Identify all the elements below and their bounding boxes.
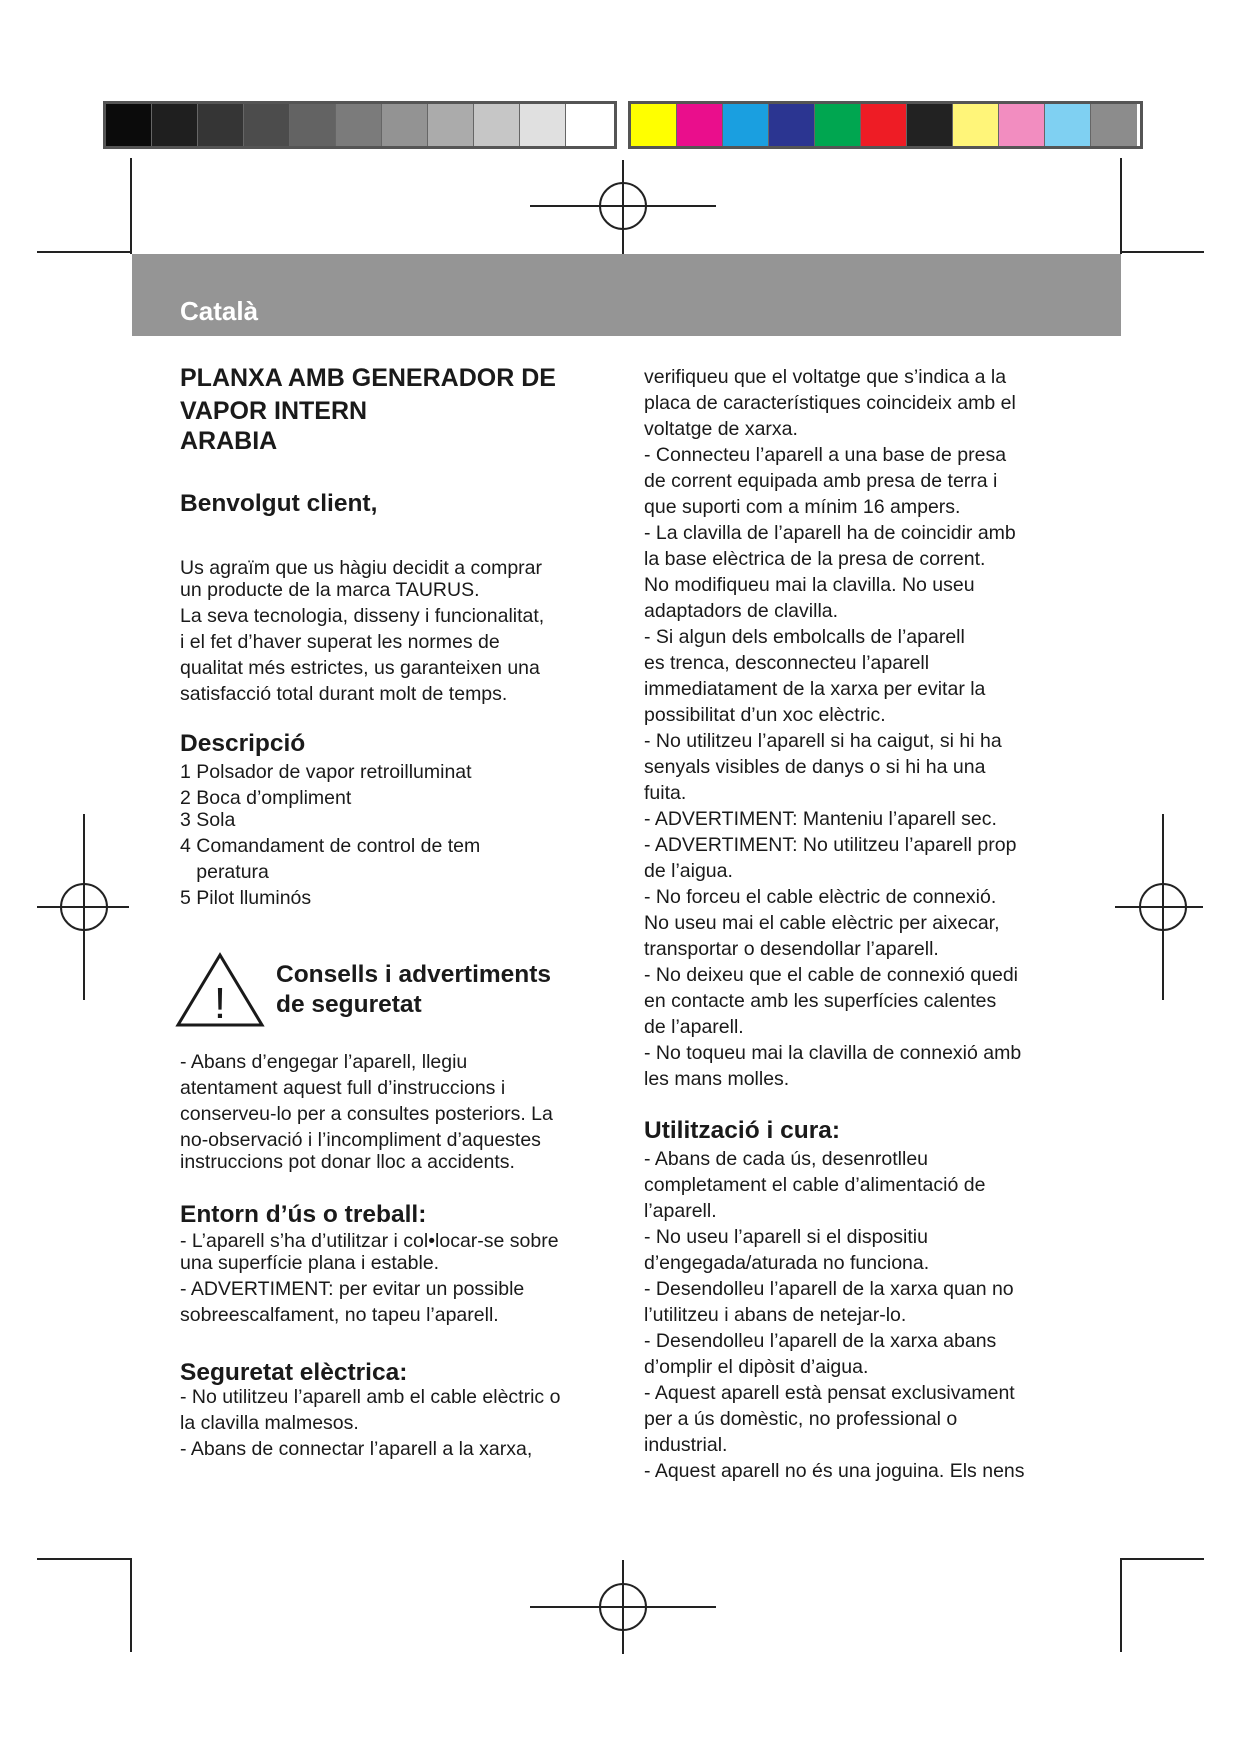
environment-line: una superfície plana i estable. [180, 1252, 440, 1274]
electrical-line: verifiqueu que el voltatge que s’indica a la [644, 366, 1007, 388]
electrical-line: - No forceu el cable elèctric de connexió. [644, 886, 997, 908]
svg-text:!: ! [213, 979, 227, 1028]
color-swatch [815, 104, 861, 146]
electrical-line: de l’aparell. [644, 1016, 744, 1038]
language-label: Català [180, 296, 259, 326]
document-title [180, 362, 620, 458]
electrical-line: - No utilitzeu l’aparell si ha caigut, si hi ha [644, 730, 1002, 752]
electrical-line: voltatge de xarxa. [644, 418, 798, 440]
intro-line: qualitat més estrictes, us garanteixen una [180, 657, 540, 679]
environment-heading: Entorn d’ús o treball: [180, 1201, 427, 1228]
title-line: PLANXA AMB GENERADOR DE [180, 364, 556, 392]
electrical-line: No useu mai el cable elèctric per aixecar, [644, 912, 1000, 934]
electrical-line: les mans molles. [644, 1068, 790, 1090]
safety-line: - Abans d’engegar l’aparell, llegiu [180, 1051, 468, 1073]
language-header [132, 254, 1121, 336]
intro-line: satisfacció total durant molt de temps. [180, 683, 508, 705]
electrical-line: fuita. [644, 782, 687, 804]
list-item: 5 Pilot lluminós [180, 887, 312, 909]
grayscale-bar [103, 101, 617, 149]
color-swatch [382, 104, 428, 146]
color-swatch [106, 104, 152, 146]
color-swatch [631, 104, 677, 146]
color-swatch [861, 104, 907, 146]
list-item: peratura [180, 861, 269, 883]
electrical-line: en contacte amb les superfícies calentes [644, 990, 997, 1012]
electrical-line: que suporti com a mínim 16 ampers. [644, 496, 961, 518]
color-swatch [520, 104, 566, 146]
color-swatch [198, 104, 244, 146]
electrical-heading: Seguretat elèctrica: [180, 1359, 408, 1386]
intro-line: La seva tecnologia, disseny i funcionalitat, [180, 605, 545, 627]
color-swatch [953, 104, 999, 146]
electrical-line: adaptadors de clavilla. [644, 600, 839, 622]
use-care-line: completament el cable d’alimentació de [644, 1174, 986, 1196]
electrical-line: - ADVERTIMENT: No utilitzeu l’aparell prop [644, 834, 1017, 856]
color-swatch [336, 104, 382, 146]
use-care-line: - Desendolleu l’aparell de la xarxa abans [644, 1330, 997, 1352]
use-care-line: - Desendolleu l’aparell de la xarxa quan no [644, 1278, 1014, 1300]
color-swatch [290, 104, 336, 146]
color-swatch [907, 104, 953, 146]
electrical-line: - Connecteu l’aparell a una base de presa [644, 444, 1007, 466]
use-care-paragraph [644, 1146, 1094, 1484]
color-swatch [566, 104, 612, 146]
electrical-line: la base elèctrica de la presa de corrent. [644, 548, 986, 570]
environment-line: - ADVERTIMENT: per evitar un possible [180, 1278, 525, 1300]
use-care-line: - Aquest aparell està pensat exclusivament [644, 1382, 1015, 1404]
safety-paragraph [180, 1049, 620, 1175]
color-swatch [244, 104, 290, 146]
safety-line: no-observació i l’incompliment d’aquestes [180, 1129, 541, 1151]
color-swatch [1045, 104, 1091, 146]
safety-heading [276, 960, 551, 1020]
greeting-heading: Benvolgut client, [180, 490, 378, 517]
color-swatch [677, 104, 723, 146]
electrical-line: No modifiqueu mai la clavilla. No useu [644, 574, 975, 596]
electrical-line: - ADVERTIMENT: Manteniu l’aparell sec. [644, 808, 997, 830]
right-column [644, 364, 1094, 1484]
color-swatch [723, 104, 769, 146]
environment-line: sobreescalfament, no tapeu l’aparell. [180, 1304, 499, 1326]
color-swatch [474, 104, 520, 146]
electrical-line: - La clavilla de l’aparell ha de coincidir amb [644, 522, 1016, 544]
safety-line: instruccions pot donar lloc a accidents. [180, 1151, 515, 1173]
electrical-line: senyals visibles de danys o si hi ha una [644, 756, 986, 778]
heading-line: Consells i advertiments [276, 961, 552, 988]
safety-line: atentament aquest full d’instruccions i [180, 1077, 506, 1099]
environment-paragraph [180, 1228, 620, 1328]
electrical-line: - No deixeu que el cable de connexió quedi [644, 964, 1019, 986]
use-care-line: - No useu l’aparell si el dispositiu [644, 1226, 928, 1248]
electrical-paragraph [180, 1384, 620, 1462]
color-swatch [999, 104, 1045, 146]
warning-triangle-icon [174, 951, 266, 1029]
electrical-line: transportar o desendollar l’aparell. [644, 938, 939, 960]
list-item: 3 Sola [180, 809, 236, 831]
electrical-line: immediatament de la xarxa per evitar la [644, 678, 986, 700]
electrical-line: es trenca, desconnecteu l’aparell [644, 652, 930, 674]
use-care-line: - Aquest aparell no és una joguina. Els nens [644, 1460, 1025, 1482]
list-item: 1 Polsador de vapor retroilluminat [180, 761, 472, 783]
use-care-line: per a ús domèstic, no professional o [644, 1408, 958, 1430]
use-care-line: industrial. [644, 1434, 728, 1456]
electrical-continued [644, 364, 1094, 1092]
left-column [180, 362, 620, 1462]
color-swatch [152, 104, 198, 146]
use-care-line: l’aparell. [644, 1200, 717, 1222]
safety-section-header [174, 951, 620, 1029]
electrical-line: - Si algun dels embolcalls de l’aparell [644, 626, 965, 648]
list-item: 4 Comandament de control de tem [180, 835, 481, 857]
color-swatch [769, 104, 815, 146]
intro-line: Us agraïm que us hàgiu decidit a comprar [180, 557, 543, 579]
color-swatch [1091, 104, 1137, 146]
electrical-line: - No toqueu mai la clavilla de connexió amb [644, 1042, 1022, 1064]
electrical-line: possibilitat d’un xoc elèctric. [644, 704, 886, 726]
description-list [180, 759, 620, 911]
use-care-line: d’engegada/aturada no funciona. [644, 1252, 930, 1274]
intro-line: i el fet d’haver superat les normes de [180, 631, 500, 653]
electrical-line: placa de característiques coincideix amb el [644, 392, 1016, 414]
use-care-line: l’utilitzeu i abans de netejar-lo. [644, 1304, 907, 1326]
electrical-line: la clavilla malmesos. [180, 1412, 359, 1434]
title-line: VAPOR INTERN [180, 397, 368, 425]
use-care-line: - Abans de cada ús, desenrotlleu [644, 1148, 929, 1170]
environment-line: - L’aparell s’ha d’utilitzar i col•locar-se sobre [180, 1230, 559, 1252]
color-bar [628, 101, 1143, 149]
electrical-line: - No utilitzeu l’aparell amb el cable elèctric o [180, 1386, 561, 1408]
color-swatch [428, 104, 474, 146]
electrical-line: de l’aigua. [644, 860, 733, 882]
heading-line: de seguretat [276, 991, 422, 1018]
use-care-line: d’omplir el dipòsit d’aigua. [644, 1356, 869, 1378]
intro-line: un producte de la marca TAURUS. [180, 579, 480, 601]
title-line: ARABIA [180, 427, 278, 455]
intro-paragraph [180, 555, 620, 707]
use-care-heading: Utilització i cura: [644, 1117, 841, 1144]
safety-line: conserveu-lo per a consultes posteriors. La [180, 1103, 553, 1125]
electrical-line: de corrent equipada amb presa de terra i [644, 470, 998, 492]
electrical-line: - Abans de connectar l’aparell a la xarxa, [180, 1438, 533, 1460]
list-item: 2 Boca d’ompliment [180, 787, 352, 809]
description-heading: Descripció [180, 730, 306, 757]
